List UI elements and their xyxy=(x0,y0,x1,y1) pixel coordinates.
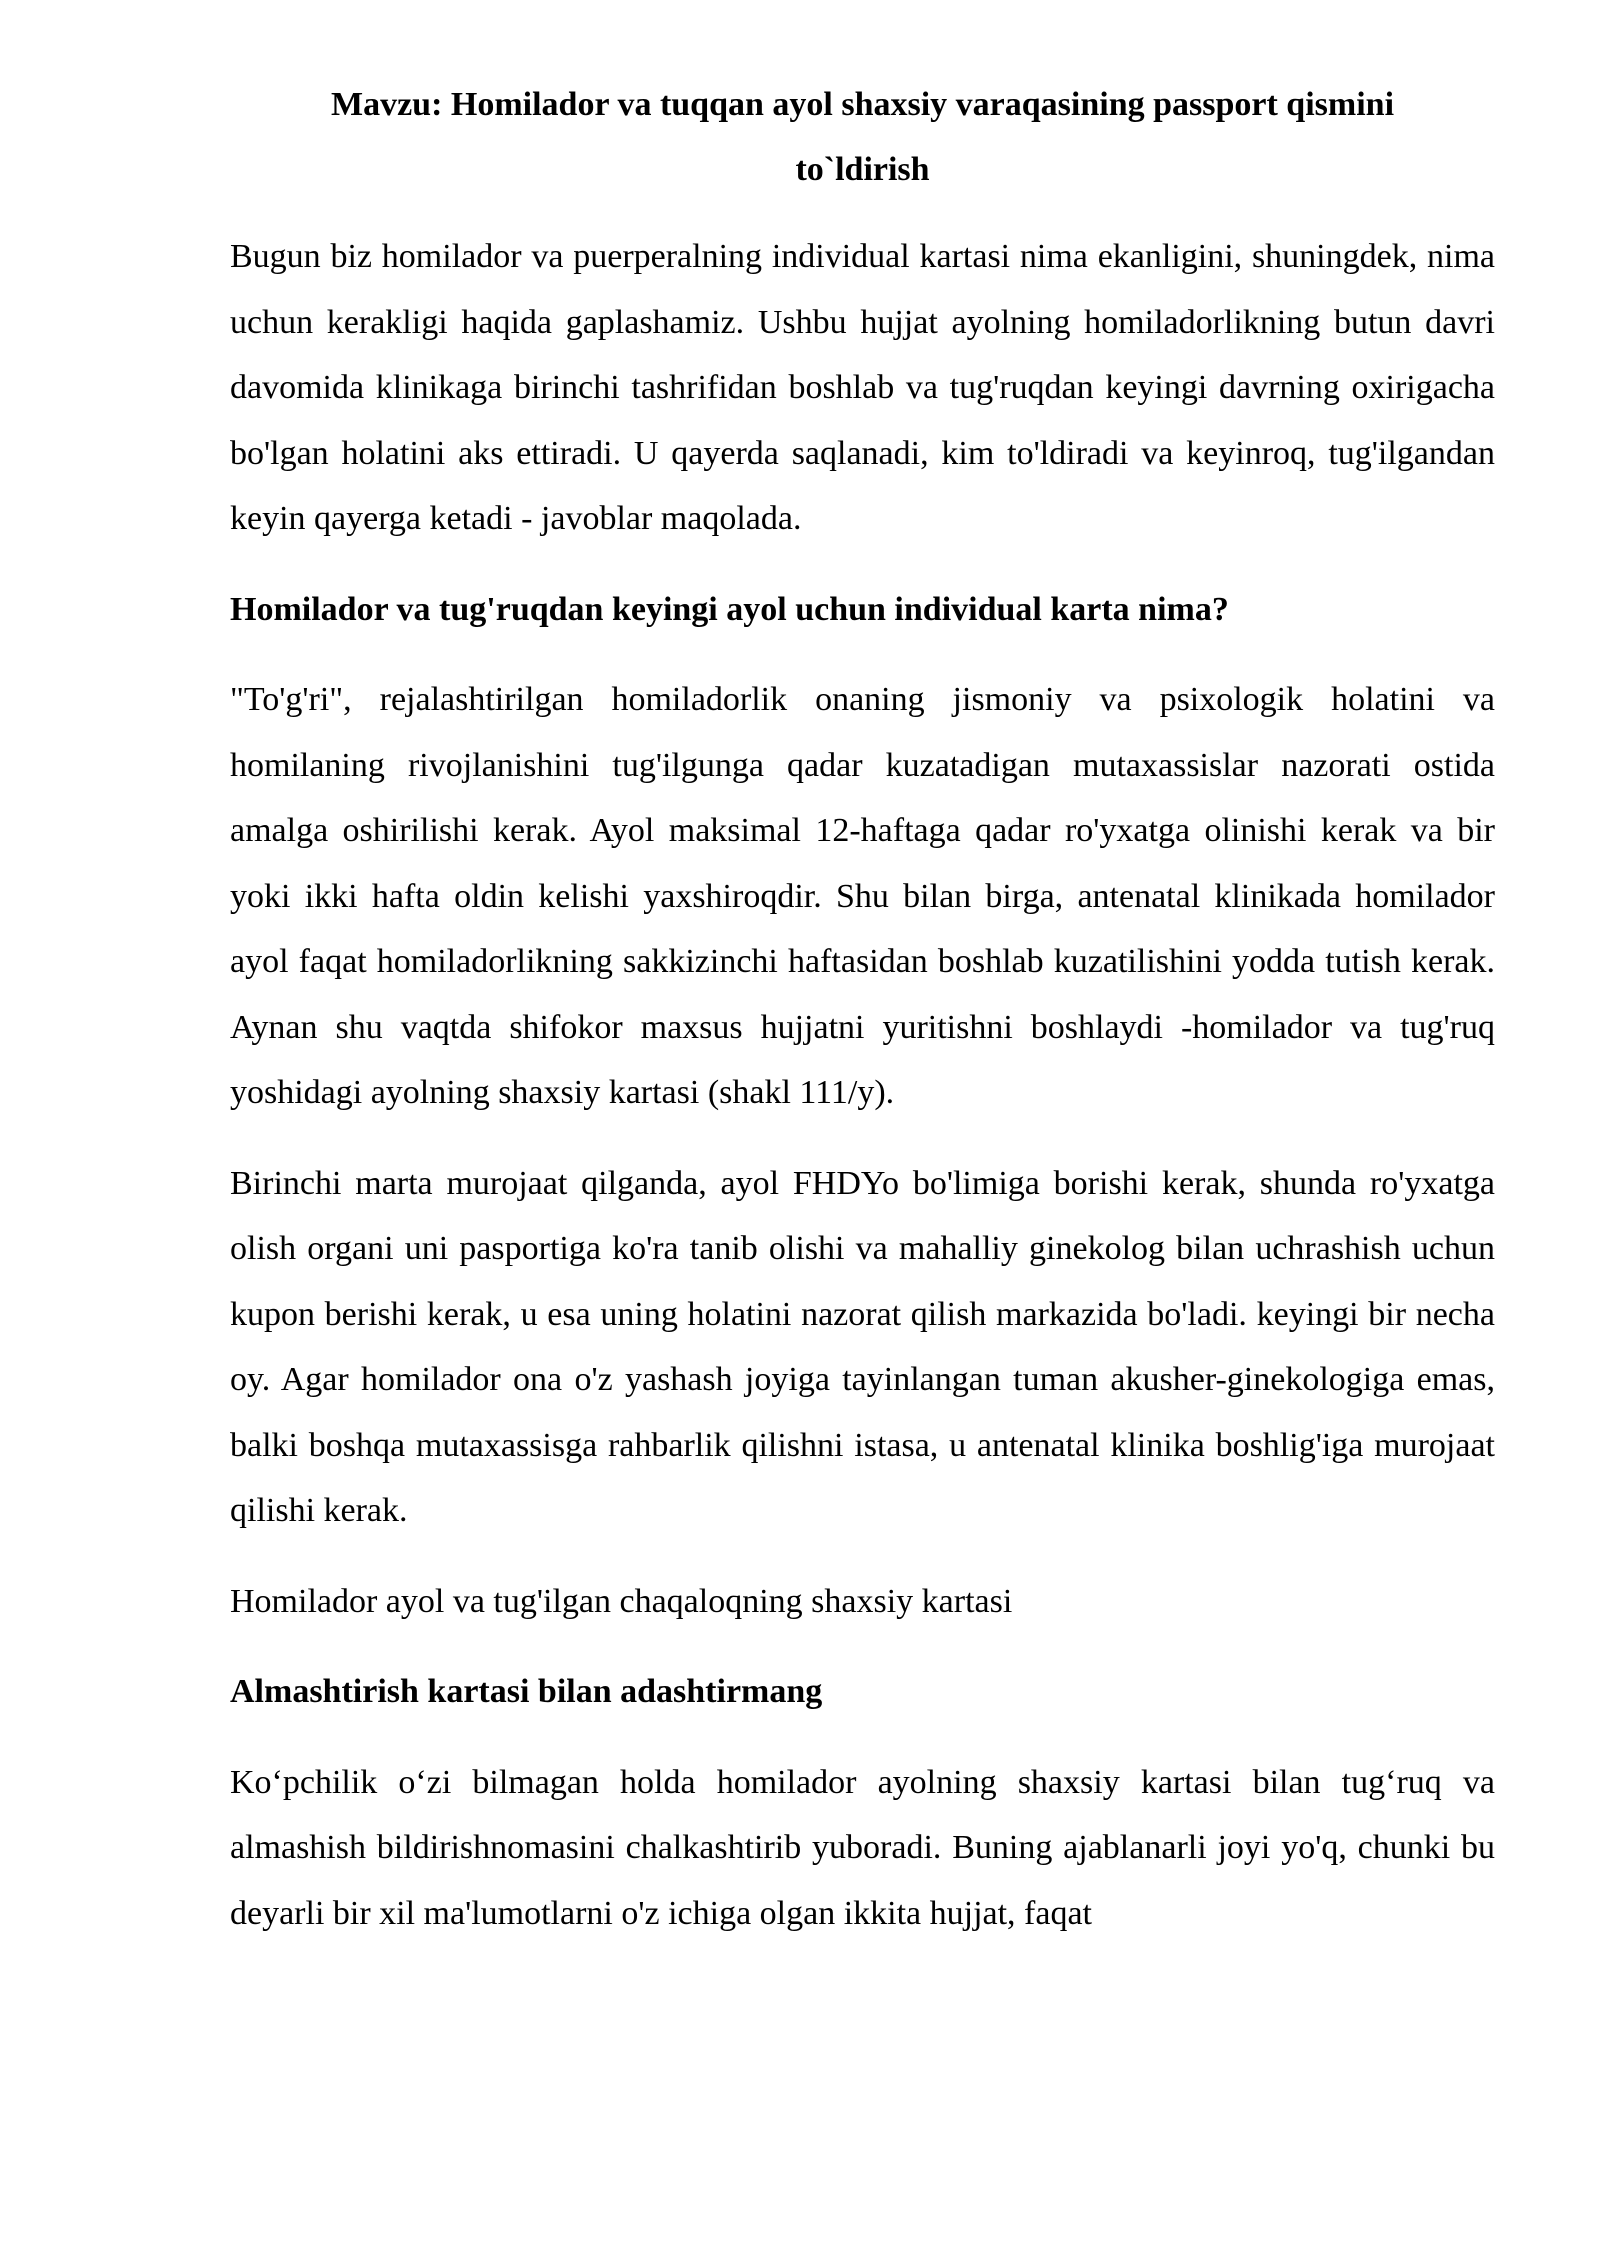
caption-line: Homilador ayol va tug'ilgan chaqaloqning shaxsiy kartasi xyxy=(230,1582,1013,1620)
paragraph-planned-pregnancy: "To'g'ri", rejalashtirilgan homiladorlik onaning jismoniy va psixologik holatini va homilaning rivojlanishini tug'ilgunga qadar kuzatadigan mutaxassislar nazorati ostida amalga oshirilishi kerak. Ayol maksimal 12-haftaga qadar ro'yxatga olinishi kerak va bir yoki ikki hafta oldin kelishi yaxshiroqdir. Shu bilan birga, antenatal klinikada homilador ayol faqat homiladorlikning sakkizinchi haftasidan boshlab kuzatilishini yodda tutish kerak. Aynan shu vaqtda shifokor maxsus hujjatni yuritishni boshlaydi -homilador va tug'ruq yoshidagi ayolning shaxsiy kartasi (shakl 111/y). xyxy=(230,681,1495,1111)
document-title xyxy=(230,72,1495,202)
title-line-2: to`ldirish xyxy=(795,151,930,188)
document-page xyxy=(230,72,1495,1971)
section-heading-exchange-card: Almashtirish kartasi bilan adashtirmang xyxy=(230,1673,823,1710)
title-line-1: Mavzu: Homilador va tuqqan ayol shaxsiy varaqasining passport qismini xyxy=(330,86,1395,123)
paragraph-first-visit: Birinchi marta murojaat qilganda, ayol FHDYo bo'limiga borishi kerak, shunda ro'yxatga olish organi uni pasportiga ko'ra tanib olishi va mahalliy ginekolog bilan uchrashish uchun kupon berishi kerak, u esa uning holatini nazorat qilish markazida bo'ladi. keyingi bir necha oy. Agar homilador ona o'z yashash joyiga tayinlangan tuman akusher-ginekologiga emas, balki boshqa mutaxassisga rahbarlik qilishni istasa, u antenatal klinika boshlig'iga murojaat qilishi kerak. xyxy=(230,1164,1495,1529)
paragraph-confusion: Ko‘pchilik o‘zi bilmagan holda homilador ayolning shaxsiy kartasi bilan tug‘ruq va almashish bildirishnomasini chalkashtirib yuboradi. Buning ajablanarli joyi yo'q, chunki bu deyarli bir xil ma'lumotlarni o'z ichiga olgan ikkita hujjat, faqat xyxy=(230,1763,1495,1932)
section-heading-individual-card: Homilador va tug'ruqdan keyingi ayol uchun individual karta nima? xyxy=(230,590,1229,628)
intro-paragraph: Bugun biz homilador va puerperalning individual kartasi nima ekanligini, shuningdek, nima uchun kerakligi haqida gaplashamiz. Ushbu hujjat ayolning homiladorlikning butun davri davomida klinikaga birinchi tashrifidan boshlab va tug'ruqdan keyingi davrning oxirigacha bo'lgan holatini aks ettiradi. U qayerda saqlanadi, kim to'ldiradi va keyinroq, tug'ilgandan keyin qayerga ketadi - javoblar maqolada. xyxy=(230,238,1495,537)
